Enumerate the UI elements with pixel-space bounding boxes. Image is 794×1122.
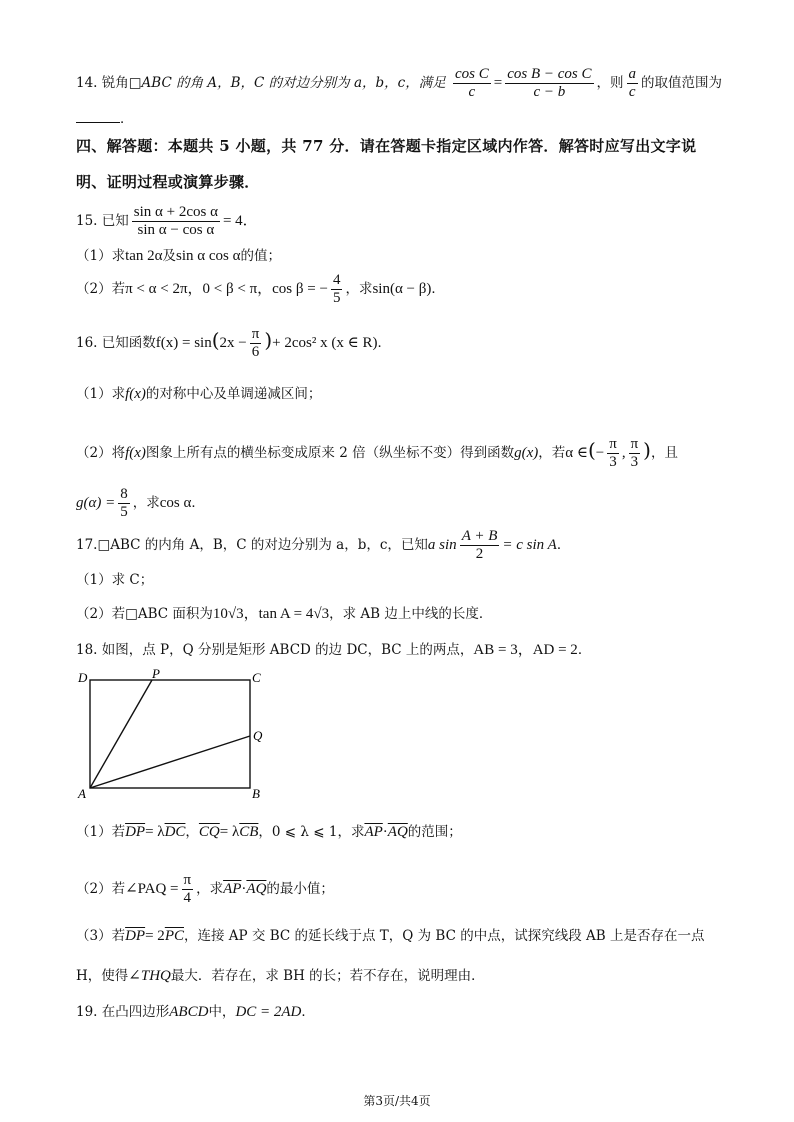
q15-part2: （2）若π < α < 2π，0 < β < π，cos β = − $\frac{4}{5}$ ，求sin(α − β)． — [76, 272, 445, 306]
label-b: B — [252, 786, 260, 801]
q14-text-b: ABC 的角 A，B，C 的对边分别为 a，b，c，满足 — [141, 75, 446, 91]
q16-part1: （1）求f(x)的对称中心及单调递减区间； — [76, 386, 322, 402]
section-heading-line2: 明、证明过程或演算步骤． — [76, 173, 260, 191]
q16-stem: 16. 已知函数f(x) = sin(2x − $\frac{\pi}{6}$ )+ 2cos² x (x ∈ R)． — [76, 326, 391, 360]
section-heading-line1: 四、解答题：本题共 5 小题，共 77 分．请在答题卡指定区域内作答．解答时应写出文字说 — [76, 137, 697, 155]
q14-fraction-3: $\frac{a}{c}$ — [628, 66, 636, 100]
q14-text-c: ，则 — [596, 75, 624, 91]
q16-part2-cont: g(α) = $\frac{8}{5}$ ，求cos α． — [76, 486, 205, 520]
missing-glyph-box: □ — [128, 75, 142, 91]
rectangle-abcd — [90, 680, 250, 788]
q15-fraction: $\frac{\text{sin α + 2cos α}}{\text{sin α − cos α}}$ — [133, 204, 218, 238]
page-footer: 第3页/共4页 — [363, 1094, 431, 1108]
segment-aq — [90, 736, 250, 788]
label-q: Q — [253, 728, 263, 743]
q14-fraction-1: $\frac{\text{cos C}}{c}$ — [455, 66, 489, 100]
q18-part3: （3）若$\overline{DP}= 2\overline{PC}$，连接 AP 交 BC 的延长线于点 T，Q 为 BC 的中点，试探究线段 AB 上是否存在一点 — [76, 928, 705, 944]
q14-line — [76, 66, 722, 101]
q14-answer-blank-line: ． — [76, 108, 134, 129]
segment-ap — [90, 680, 152, 788]
label-a: A — [78, 786, 86, 801]
label-d: D — [78, 670, 88, 685]
q18-rectangle-figure — [70, 666, 280, 802]
q18-part2: （2）若∠PAQ = $\frac{\pi}{4}$ ，求$\overline{AP}\cdot\overline{AQ}$的最小值； — [76, 872, 334, 906]
q16-part2: （2）将f(x)图象上所有点的横坐标变成原来 2 倍（纵坐标不变）得到函数g(x)，若α ∈(− $\frac{\pi}{3}$ , $\frac{\pi}{3}$ )，且 — [76, 436, 678, 470]
q18-part1: （1）若$\overline{DP}= \lambda\overline{DC}$，$\overline{CQ}= \lambda\overline{CB}$，0 ⩽ λ ⩽ 1，求$\overline{AP}\cdot\overline{AQ}$的范围； — [76, 824, 462, 840]
q18-part3-cont: H，使得∠THQ最大．若存在，求 BH 的长；若不存在，说明理由． — [76, 968, 485, 984]
q14-fraction-2: $\frac{\text{cos B − cos C}}{c - b}$ — [507, 66, 592, 100]
q19-stem: 19. 在凸四边形ABCD中，DC = 2AD． — [76, 1004, 315, 1020]
q14-equals: = — [493, 75, 503, 91]
q15-stem — [76, 204, 258, 239]
q17-stem: 17.□ABC 的内角 A，B，C 的对边分别为 a，b，c，已知a sin $\frac{A + B}{2}$ = c sin A． — [76, 528, 571, 562]
label-p: P — [152, 666, 160, 681]
q15-text-a: 15. 已知 — [76, 213, 129, 229]
q17-part2: （2）若□ABC 面积为10√3，tan A = 4√3，求 AB 边上中线的长度． — [76, 606, 493, 622]
q15-text-b: = 4． — [222, 213, 258, 229]
q15-part1: （1）求tan 2α及sin α cos α的值； — [76, 248, 281, 264]
q14-text-a: 14. 锐角 — [76, 75, 129, 91]
label-c: C — [252, 670, 261, 685]
q18-stem: 18. 如图，点 P，Q 分别是矩形 ABCD 的边 DC，BC 上的两点，AB = 3，AD = 2． — [76, 642, 592, 658]
q17-part1: （1）求 C； — [76, 572, 154, 588]
q14-text-d: 的取值范围为 — [641, 75, 722, 91]
answer-blank[interactable] — [76, 108, 120, 123]
